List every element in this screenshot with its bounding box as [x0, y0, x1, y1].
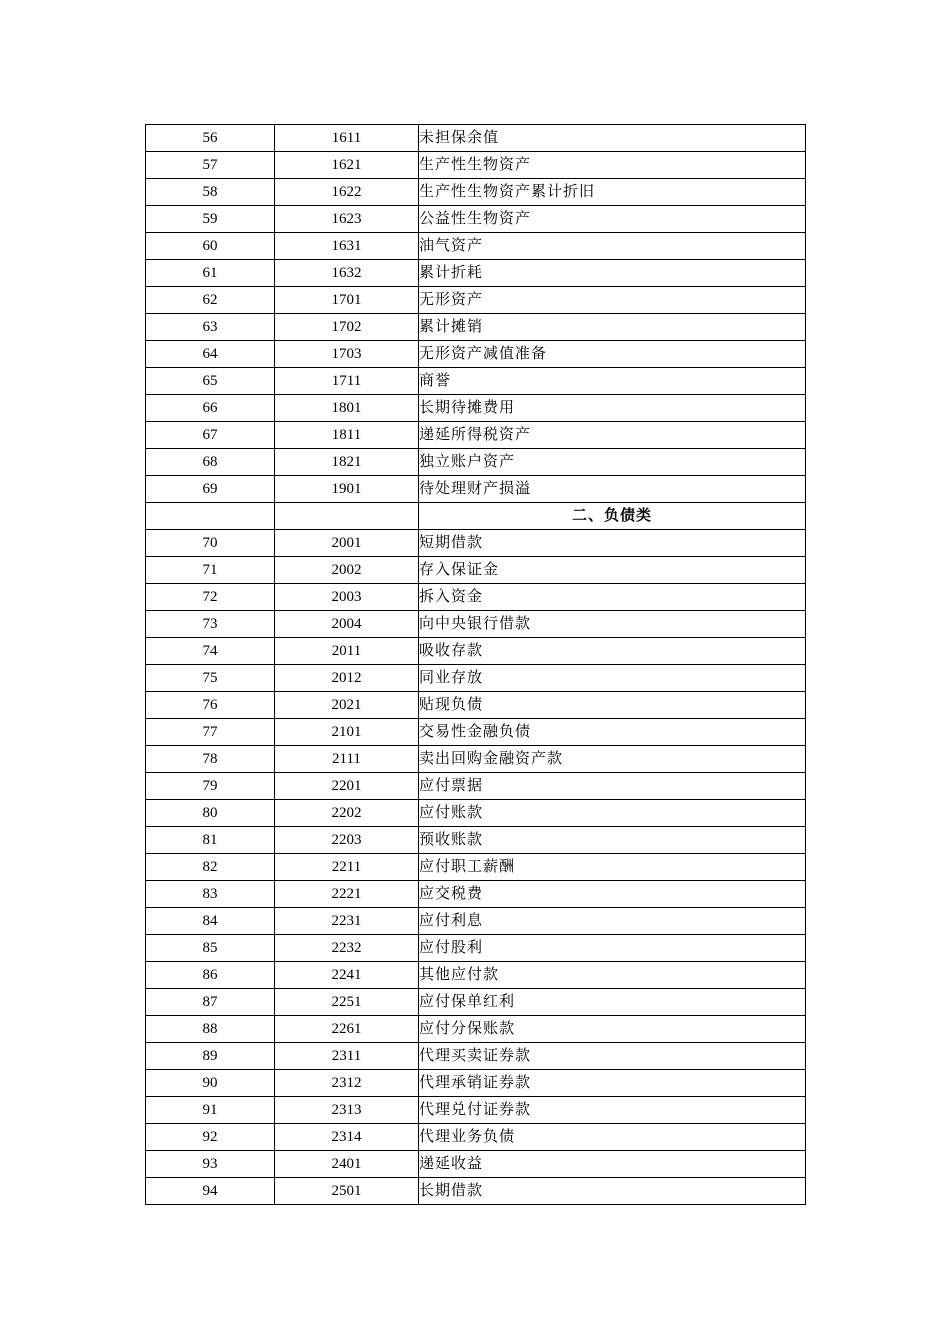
- table-row: [146, 611, 806, 638]
- row-number: 86: [146, 962, 275, 989]
- account-code: 1622: [275, 179, 419, 206]
- row-number: 74: [146, 638, 275, 665]
- table-row: [146, 989, 806, 1016]
- row-number: 83: [146, 881, 275, 908]
- account-code: 2003: [275, 584, 419, 611]
- account-name: 预收账款: [419, 827, 806, 854]
- account-code: 2101: [275, 719, 419, 746]
- row-number: 89: [146, 1043, 275, 1070]
- table-row: [146, 1043, 806, 1070]
- account-code: 1702: [275, 314, 419, 341]
- row-number: 61: [146, 260, 275, 287]
- account-code: 1711: [275, 368, 419, 395]
- account-name: 长期借款: [419, 1178, 806, 1205]
- table-row: [146, 476, 806, 503]
- row-number: 79: [146, 773, 275, 800]
- table-row: [146, 1151, 806, 1178]
- account-name: 递延所得税资产: [419, 422, 806, 449]
- account-code: 2012: [275, 665, 419, 692]
- table-row: [146, 125, 806, 152]
- table-row: [146, 449, 806, 476]
- account-code: 2241: [275, 962, 419, 989]
- accounts-table: [145, 124, 806, 1205]
- table-row: [146, 1016, 806, 1043]
- row-number: 91: [146, 1097, 275, 1124]
- row-number: 75: [146, 665, 275, 692]
- account-name: 应交税费: [419, 881, 806, 908]
- section-row: [146, 503, 806, 530]
- row-number: 92: [146, 1124, 275, 1151]
- row-number: 94: [146, 1178, 275, 1205]
- account-code: 1631: [275, 233, 419, 260]
- account-name: 存入保证金: [419, 557, 806, 584]
- account-name: 独立账户资产: [419, 449, 806, 476]
- account-code: 2311: [275, 1043, 419, 1070]
- table-row: [146, 746, 806, 773]
- table-row: [146, 881, 806, 908]
- table-row: [146, 233, 806, 260]
- account-name: 贴现负债: [419, 692, 806, 719]
- table-row: [146, 584, 806, 611]
- table-row: [146, 638, 806, 665]
- account-code: 1901: [275, 476, 419, 503]
- account-code: 1623: [275, 206, 419, 233]
- row-number: 84: [146, 908, 275, 935]
- account-code: 2401: [275, 1151, 419, 1178]
- account-code: 2501: [275, 1178, 419, 1205]
- row-number: 68: [146, 449, 275, 476]
- row-number: 72: [146, 584, 275, 611]
- account-name: 其他应付款: [419, 962, 806, 989]
- table-row: [146, 1178, 806, 1205]
- row-number: 71: [146, 557, 275, 584]
- account-name: 应付股利: [419, 935, 806, 962]
- account-name: 代理承销证券款: [419, 1070, 806, 1097]
- account-name: 生产性生物资产: [419, 152, 806, 179]
- row-number: 58: [146, 179, 275, 206]
- table-row: [146, 908, 806, 935]
- table-row: [146, 719, 806, 746]
- account-name: 拆入资金: [419, 584, 806, 611]
- account-name: 代理买卖证券款: [419, 1043, 806, 1070]
- table-row: [146, 422, 806, 449]
- row-number: 70: [146, 530, 275, 557]
- row-number: 85: [146, 935, 275, 962]
- account-code: 2313: [275, 1097, 419, 1124]
- row-number: 88: [146, 1016, 275, 1043]
- account-code: 1801: [275, 395, 419, 422]
- account-name: 向中央银行借款: [419, 611, 806, 638]
- row-number: 62: [146, 287, 275, 314]
- account-code: 2011: [275, 638, 419, 665]
- row-number: 76: [146, 692, 275, 719]
- account-name: 代理业务负债: [419, 1124, 806, 1151]
- table-row: [146, 773, 806, 800]
- row-number: 64: [146, 341, 275, 368]
- accounts-table-body: [146, 125, 806, 1205]
- table-row: [146, 1124, 806, 1151]
- account-code: 2312: [275, 1070, 419, 1097]
- table-row: [146, 827, 806, 854]
- row-number: 93: [146, 1151, 275, 1178]
- row-number: 87: [146, 989, 275, 1016]
- row-number: 82: [146, 854, 275, 881]
- table-row: [146, 395, 806, 422]
- account-code: 2201: [275, 773, 419, 800]
- account-name: 油气资产: [419, 233, 806, 260]
- account-name: 无形资产: [419, 287, 806, 314]
- account-code: 1611: [275, 125, 419, 152]
- account-code: 2261: [275, 1016, 419, 1043]
- account-name: 公益性生物资产: [419, 206, 806, 233]
- account-code: 2211: [275, 854, 419, 881]
- table-row: [146, 314, 806, 341]
- table-row: [146, 854, 806, 881]
- row-number: 73: [146, 611, 275, 638]
- account-name: 应付职工薪酬: [419, 854, 806, 881]
- account-name: 短期借款: [419, 530, 806, 557]
- account-name: 应付账款: [419, 800, 806, 827]
- account-code: 2111: [275, 746, 419, 773]
- account-code: 2251: [275, 989, 419, 1016]
- account-code: 2221: [275, 881, 419, 908]
- account-name: 交易性金融负债: [419, 719, 806, 746]
- account-code: 1811: [275, 422, 419, 449]
- account-code: 2203: [275, 827, 419, 854]
- account-code: 2231: [275, 908, 419, 935]
- row-number: 65: [146, 368, 275, 395]
- account-code: 1632: [275, 260, 419, 287]
- account-name: 无形资产减值准备: [419, 341, 806, 368]
- table-row: [146, 152, 806, 179]
- account-code: 2202: [275, 800, 419, 827]
- account-code: 2001: [275, 530, 419, 557]
- account-name: 未担保余值: [419, 125, 806, 152]
- table-row: [146, 665, 806, 692]
- row-number: 59: [146, 206, 275, 233]
- table-row: [146, 287, 806, 314]
- section-heading: 二、负债类: [419, 503, 806, 530]
- account-name: 长期待摊费用: [419, 395, 806, 422]
- account-name: 同业存放: [419, 665, 806, 692]
- row-number: 81: [146, 827, 275, 854]
- table-row: [146, 962, 806, 989]
- table-row: [146, 692, 806, 719]
- account-code: 2232: [275, 935, 419, 962]
- row-number: 90: [146, 1070, 275, 1097]
- table-row: [146, 179, 806, 206]
- account-code: 2021: [275, 692, 419, 719]
- account-name: 待处理财产损溢: [419, 476, 806, 503]
- row-number: 69: [146, 476, 275, 503]
- account-code: 2004: [275, 611, 419, 638]
- table-row: [146, 800, 806, 827]
- table-row: [146, 206, 806, 233]
- row-number: 57: [146, 152, 275, 179]
- account-name: 卖出回购金融资产款: [419, 746, 806, 773]
- table-row: [146, 341, 806, 368]
- account-name: 递延收益: [419, 1151, 806, 1178]
- account-name: 应付利息: [419, 908, 806, 935]
- row-number: 56: [146, 125, 275, 152]
- account-name: 商誉: [419, 368, 806, 395]
- account-name: 吸收存款: [419, 638, 806, 665]
- table-row: [146, 1070, 806, 1097]
- row-number: 63: [146, 314, 275, 341]
- table-row: [146, 530, 806, 557]
- account-name: 应付保单红利: [419, 989, 806, 1016]
- row-number: 80: [146, 800, 275, 827]
- account-code: 2002: [275, 557, 419, 584]
- row-number: 66: [146, 395, 275, 422]
- table-row: [146, 260, 806, 287]
- account-name: 应付分保账款: [419, 1016, 806, 1043]
- row-number: 67: [146, 422, 275, 449]
- account-code: 1701: [275, 287, 419, 314]
- account-name: 生产性生物资产累计折旧: [419, 179, 806, 206]
- account-code: 1821: [275, 449, 419, 476]
- table-row: [146, 1097, 806, 1124]
- empty-cell: [146, 503, 275, 530]
- account-code: 2314: [275, 1124, 419, 1151]
- account-code: 1621: [275, 152, 419, 179]
- account-name: 累计折耗: [419, 260, 806, 287]
- table-row: [146, 368, 806, 395]
- row-number: 78: [146, 746, 275, 773]
- table-row: [146, 935, 806, 962]
- account-name: 代理兑付证券款: [419, 1097, 806, 1124]
- empty-cell: [275, 503, 419, 530]
- row-number: 60: [146, 233, 275, 260]
- row-number: 77: [146, 719, 275, 746]
- account-code: 1703: [275, 341, 419, 368]
- account-name: 累计摊销: [419, 314, 806, 341]
- table-row: [146, 557, 806, 584]
- account-name: 应付票据: [419, 773, 806, 800]
